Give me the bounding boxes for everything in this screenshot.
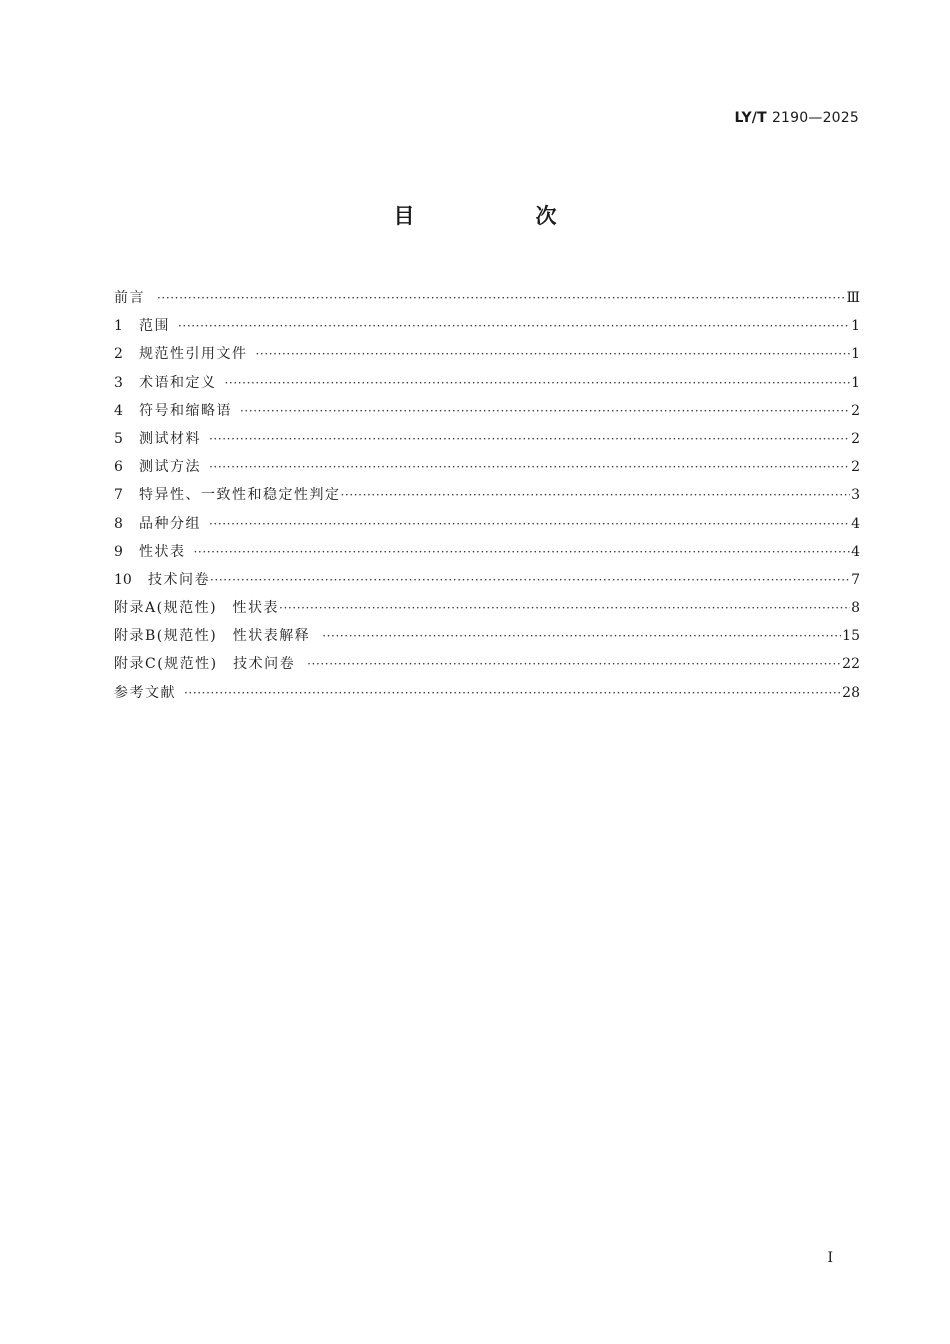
toc-entry-text: 测试材料 — [139, 430, 201, 447]
standard-prefix: LY/T — [734, 110, 767, 126]
toc-entry-text: 品种分组 — [139, 515, 201, 532]
toc-entry-page: 4 — [851, 515, 860, 532]
toc-entry-annex-c[interactable] — [114, 650, 860, 678]
toc-entry-number: 6 — [114, 459, 123, 476]
dot-leader — [256, 340, 851, 368]
toc-entry-number: 4 — [114, 402, 123, 419]
toc-entry-7[interactable] — [114, 481, 860, 509]
toc-entry-number: 8 — [114, 515, 123, 532]
toc-entry-page: 22 — [842, 656, 860, 673]
toc-entry-3[interactable] — [114, 369, 860, 397]
toc-entry-label: 附录C(规范性) 技术问卷 — [114, 656, 296, 673]
toc-entry-9[interactable] — [114, 538, 860, 566]
toc-entry-label: 附录B(规范性) 性状表解释 — [114, 628, 311, 645]
toc-entry-page: 15 — [842, 628, 860, 645]
dot-leader — [279, 594, 850, 622]
dot-leader — [307, 650, 841, 678]
toc-entry-page: 4 — [851, 543, 860, 560]
toc-entry-page: Ⅲ — [846, 290, 860, 306]
toc-entry-page: 1 — [851, 318, 860, 335]
toc-entry-page: 1 — [851, 374, 860, 391]
dot-leader — [225, 369, 851, 397]
toc-entry-label: 前言 — [114, 290, 145, 306]
toc-entry-text: 术语和定义 — [139, 374, 217, 391]
dot-leader — [322, 622, 841, 650]
toc-entry-page: 2 — [851, 459, 860, 476]
toc-entry-label — [114, 369, 217, 397]
toc-entry-number: 9 — [114, 543, 123, 560]
toc-entry-2[interactable] — [114, 340, 860, 368]
toc-entry-8[interactable] — [114, 510, 860, 538]
dot-leader — [209, 425, 850, 453]
toc-entry-label — [114, 566, 210, 594]
toc-entry-page: 2 — [851, 402, 860, 419]
toc-entry-number: 1 — [114, 318, 123, 335]
toc-entry-label: 参考文献 — [114, 684, 176, 701]
toc-entry-text: 性状表 — [139, 543, 186, 560]
dot-leader — [341, 481, 851, 509]
toc-entry-label — [114, 481, 341, 509]
toc-entry-text: 特异性、一致性和稳定性判定 — [139, 487, 341, 504]
page-folio: I — [827, 1250, 833, 1266]
toc-entry-number: 5 — [114, 430, 123, 447]
toc-entry-label — [114, 510, 201, 538]
toc-entry-page: 7 — [851, 571, 860, 588]
toc-entry-label — [114, 340, 248, 368]
toc-entry-annex-b[interactable] — [114, 622, 860, 650]
toc-entry-text: 测试方法 — [139, 459, 201, 476]
toc-entry-number: 2 — [114, 346, 123, 363]
dot-leader — [194, 538, 851, 566]
toc-entry-label — [114, 538, 186, 566]
toc-entry-foreword[interactable] — [114, 284, 860, 312]
page-title: 目 次 — [393, 204, 607, 228]
toc-entry-number: 10 — [114, 571, 132, 588]
toc-entry-10[interactable] — [114, 566, 860, 594]
toc-entry-text: 范围 — [139, 318, 170, 335]
toc-entry-page: 8 — [851, 600, 860, 617]
toc-entry-bibliography[interactable] — [114, 679, 860, 707]
table-of-contents — [114, 284, 860, 707]
toc-entry-annex-a[interactable] — [114, 594, 860, 622]
toc-entry-page: 28 — [842, 684, 860, 701]
toc-entry-label: 附录A(规范性) 性状表 — [114, 600, 280, 617]
toc-entry-label — [114, 397, 232, 425]
dot-leader — [209, 453, 850, 481]
toc-entry-page: 1 — [851, 346, 860, 363]
dot-leader — [210, 566, 850, 594]
toc-entry-label — [114, 312, 170, 340]
toc-entry-label — [114, 453, 201, 481]
toc-entry-label — [114, 425, 201, 453]
toc-entry-page: 3 — [851, 487, 860, 504]
standard-code — [735, 110, 859, 126]
dot-leader — [240, 397, 850, 425]
toc-entry-text: 技术问卷 — [148, 571, 210, 588]
standard-number: 2190—2025 — [771, 110, 859, 126]
dot-leader — [184, 679, 841, 707]
dot-leader — [157, 284, 845, 312]
toc-entry-text: 符号和缩略语 — [139, 402, 232, 419]
toc-entry-text: 规范性引用文件 — [139, 346, 248, 363]
toc-entry-4[interactable] — [114, 397, 860, 425]
dot-leader — [178, 312, 850, 340]
toc-entry-number: 3 — [114, 374, 123, 391]
toc-entry-page: 2 — [851, 430, 860, 447]
toc-entry-6[interactable] — [114, 453, 860, 481]
toc-entry-5[interactable] — [114, 425, 860, 453]
toc-entry-number: 7 — [114, 487, 123, 504]
toc-entry-1[interactable] — [114, 312, 860, 340]
dot-leader — [209, 510, 850, 538]
